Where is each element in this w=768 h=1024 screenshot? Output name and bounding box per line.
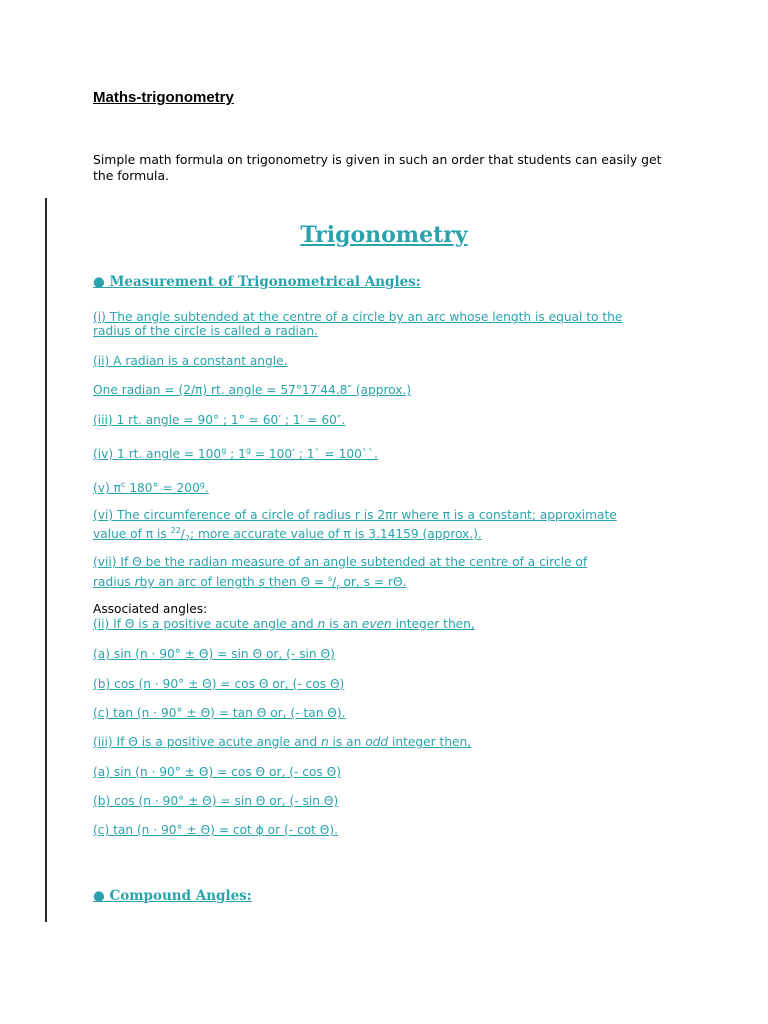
margin-line — [45, 198, 47, 922]
formula-line[interactable] — [93, 523, 693, 548]
superscript: g — [221, 446, 227, 455]
formula-line[interactable] — [93, 477, 693, 496]
formula-line[interactable] — [93, 734, 693, 750]
formula-line[interactable]: (ii) A radian is a constant angle. — [93, 354, 288, 368]
italic-word: even — [361, 617, 392, 631]
formula-line[interactable] — [93, 616, 693, 632]
line-text: integer then, — [388, 735, 472, 749]
line-text: or, s = rΘ. — [339, 575, 407, 590]
formula-line[interactable]: One radian = (2/π) rt. angle = 57°17′44.8″ (approx.) — [93, 383, 412, 397]
page-heading: Trigonometry — [300, 222, 468, 248]
subscript: r — [336, 582, 340, 592]
superscript: c — [120, 480, 126, 489]
italic-var: n — [317, 617, 326, 631]
line-text: 180° = 200 — [125, 481, 200, 496]
section-heading-measurement: ● Measurement of Trigonometrical Angles: — [93, 274, 421, 290]
line-text: (ii) If Θ is a positive acute angle and — [93, 617, 318, 631]
subscript: 7 — [184, 534, 190, 544]
italic-var: s — [258, 575, 265, 590]
line-text: then Θ = — [264, 575, 328, 590]
formula-line[interactable]: (b) cos (n · 90° ± Θ) = sin Θ or, (- sin Θ) — [93, 794, 339, 808]
section-heading-compound: ● Compound Angles: — [93, 888, 252, 904]
formula-line[interactable]: (c) tan (n · 90° ± Θ) = tan Θ or, (- tan Θ). — [93, 706, 346, 720]
formula-line[interactable]: (iii) 1 rt. angle = 90° ; 1° = 60′ ; 1′ = 60″. — [93, 413, 346, 427]
line-text: . — [204, 481, 209, 496]
italic-var: n — [320, 735, 329, 749]
line-text: = 100′ ; 1` = 100``. — [250, 447, 378, 462]
superscript: s — [328, 574, 333, 583]
line-text: (iv) 1 rt. angle = 100 — [93, 447, 222, 462]
line-text: / — [332, 575, 337, 590]
formula-line[interactable]: (vi) The circumference of a circle of radius r is 2πr where π is a constant; approximate — [93, 508, 617, 522]
formula-line[interactable]: (b) cos (n · 90° ± Θ) = cos Θ or, (- cos Θ) — [93, 677, 345, 691]
line-text: (iii) If Θ is a positive acute angle and — [93, 735, 321, 749]
formula-line[interactable]: (c) tan (n · 90° ± Θ) = cot ϕ or (- cot Θ). — [93, 823, 339, 837]
formula-line[interactable]: (vii) If Θ be the radian measure of an angle subtended at the centre of a circle of — [93, 555, 588, 569]
italic-var: r — [134, 575, 140, 590]
document-title: Maths-trigonometry — [93, 89, 234, 106]
superscript: g — [245, 446, 251, 455]
line-text: value of π is — [93, 527, 171, 542]
line-text: radius — [93, 575, 135, 590]
formula-line[interactable]: (a) sin (n · 90° ± Θ) = sin Θ or, (- sin Θ) — [93, 647, 335, 661]
line-text: is an — [325, 617, 362, 631]
superscript: 22 — [170, 526, 181, 535]
formula-line[interactable]: (a) sin (n · 90° ± Θ) = cos Θ or, (- cos Θ) — [93, 765, 341, 779]
formula-line[interactable] — [93, 443, 693, 462]
associated-angles-label: Associated angles: — [93, 602, 208, 616]
line-text: by an arc of length — [139, 575, 259, 590]
line-text: (v) π — [93, 481, 121, 496]
formula-line[interactable]: (i) The angle subtended at the centre of a circle by an arc whose length is equal to the — [93, 310, 623, 324]
italic-word: odd — [365, 735, 389, 749]
superscript: g — [199, 480, 205, 489]
formula-line[interactable] — [93, 571, 693, 596]
line-text: / — [180, 527, 185, 542]
line-text: integer then, — [391, 617, 475, 631]
line-text: ; 1 — [226, 447, 246, 462]
line-text: ; more accurate value of π is 3.14159 (approx.). — [190, 527, 482, 542]
line-text: is an — [328, 735, 366, 749]
intro-paragraph: Simple math formula on trigonometry is given in such an order that students can easily get the formula. — [93, 152, 662, 183]
formula-line[interactable]: radius of the circle is called a radian. — [93, 324, 319, 338]
